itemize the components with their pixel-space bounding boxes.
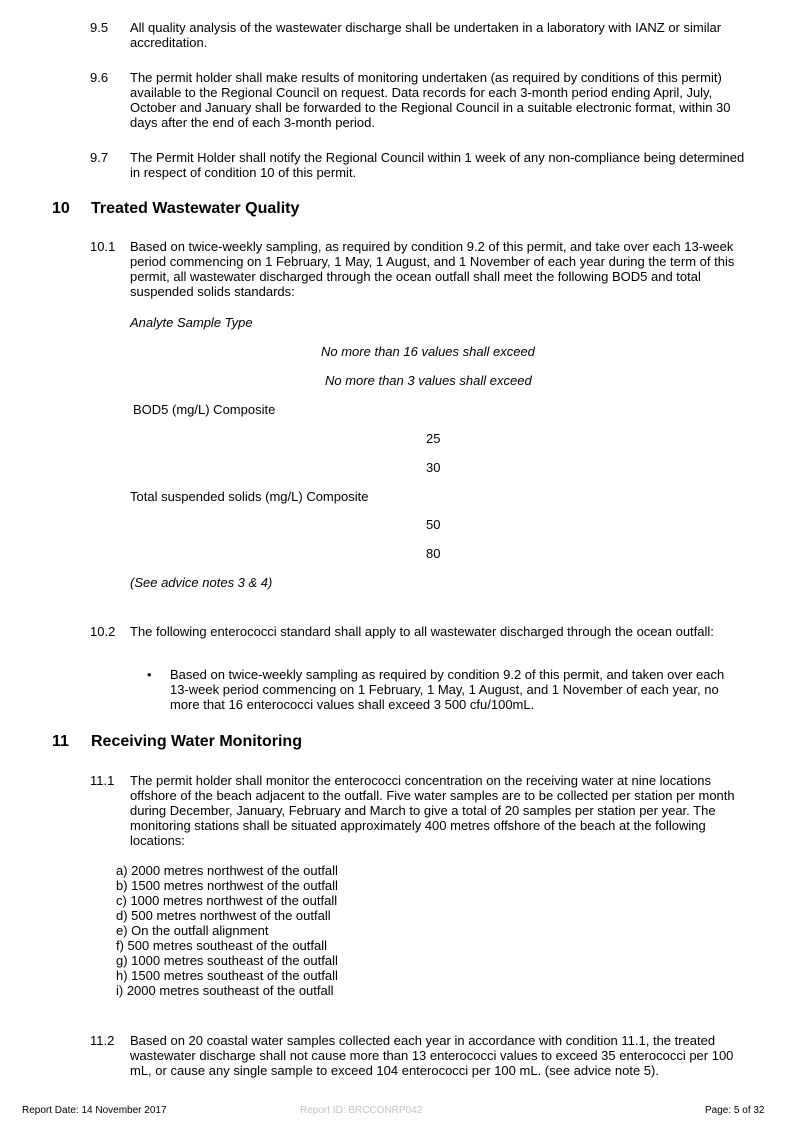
clause-number: 10.2 (90, 624, 116, 639)
section-number: 10 (52, 200, 70, 217)
section-heading (52, 733, 452, 753)
table-column-header: No more than 16 values shall exceed (321, 344, 535, 359)
clause-number: 9.6 (90, 70, 109, 85)
list-item: d) 500 metres northwest of the outfall (116, 908, 331, 923)
clause-text: The permit holder shall monitor the enterococci concentration on the receiving water at nine locations offshore of the beach adjacent to the outfall. Five water samples are to be collected per station per month during December, January, February and March to give a total of 20 samples per station per year. The monitoring stations shall be situated approximately 400 metres offshore of the beach at the following locations: (130, 773, 735, 848)
table-column-header: No more than 3 values shall exceed (325, 373, 532, 388)
clause-text: The permit holder shall make results of monitoring undertaken (as required by conditions of this permit) available to the Regional Council on request. Data records for each 3-month period ending April, July, October and January shall be forwarded to the Regional Council in a suitable electronic format, within 30 days after the end of each 3-month period. (130, 70, 731, 130)
list-item: c) 1000 metres northwest of the outfall (116, 893, 338, 908)
table-cell: 80 (426, 546, 441, 561)
table-row-label: Total suspended solids (mg/L) Composite (130, 489, 369, 504)
table-header: Analyte Sample Type (130, 315, 253, 330)
clause-number: 11.2 (90, 1033, 115, 1048)
clause-text: All quality analysis of the wastewater discharge shall be undertaken in a laboratory with IANZ or similar accreditation. (130, 20, 722, 50)
list-item: g) 1000 metres southeast of the outfall (116, 953, 338, 968)
list-item: f) 500 metres southeast of the outfall (116, 938, 328, 953)
section-number: 11 (52, 733, 69, 750)
section-title: Treated Wastewater Quality (91, 200, 300, 217)
clause-text: The Permit Holder shall notify the Regional Council within 1 week of any non-compliance being determined in respect of condition 10 of this permit. (130, 150, 745, 180)
clause-text: The following enterococci standard shall apply to all wastewater discharged through the ocean outfall: (130, 624, 714, 639)
bullet-icon: • (147, 667, 152, 682)
list-item: b) 1500 metres northwest of the outfall (116, 878, 338, 893)
section-heading (52, 200, 452, 220)
list-item: h) 1500 metres southeast of the outfall (116, 968, 338, 983)
clause-number: 11.1 (90, 773, 115, 788)
clause-number: 10.1 (90, 239, 116, 254)
clause-text: Based on twice-weekly sampling, as required by condition 9.2 of this permit, and take over each 13-week period commencing on 1 February, 1 May, 1 August, and 1 November of each year during the term of this permit, all wastewater discharged through the ocean outfall shall meet the following BOD5 and total suspended solids standards: (130, 239, 735, 299)
report-id: Report ID: BRCCONRP042 (300, 1105, 423, 1116)
table-cell: 50 (426, 517, 441, 532)
table-cell: 25 (426, 431, 441, 446)
bullet-text: Based on twice-weekly sampling as required by condition 9.2 of this permit, and taken over each 13-week period commencing on 1 February, 1 May, 1 August, and 1 November of each year, no more that 16 enterococci values shall exceed 3 500 cfu/100mL. (170, 667, 725, 712)
section-title: Receiving Water Monitoring (91, 733, 302, 750)
list-item: i) 2000 metres southeast of the outfall (116, 983, 334, 998)
clause-text: Based on 20 coastal water samples collected each year in accordance with condition 11.1, the treated wastewater discharge shall not cause more than 13 enterococci values to exceed 35 enterococci per 100 mL, or cause any single sample to exceed 104 enterococci per 100 mL. (see advice note 5). (130, 1033, 734, 1078)
list-item: a) 2000 metres northwest of the outfall (116, 863, 338, 878)
list-item: e) On the outfall alignment (116, 923, 269, 938)
table-row-label: BOD5 (mg/L) Composite (133, 402, 276, 417)
clause-number: 9.5 (90, 20, 109, 35)
page-number: Page: 5 of 32 (705, 1105, 765, 1116)
table-note: (See advice notes 3 & 4) (130, 575, 273, 590)
report-date: Report Date: 14 November 2017 (22, 1105, 167, 1116)
table-cell: 30 (426, 460, 441, 475)
clause-number: 9.7 (90, 150, 109, 165)
